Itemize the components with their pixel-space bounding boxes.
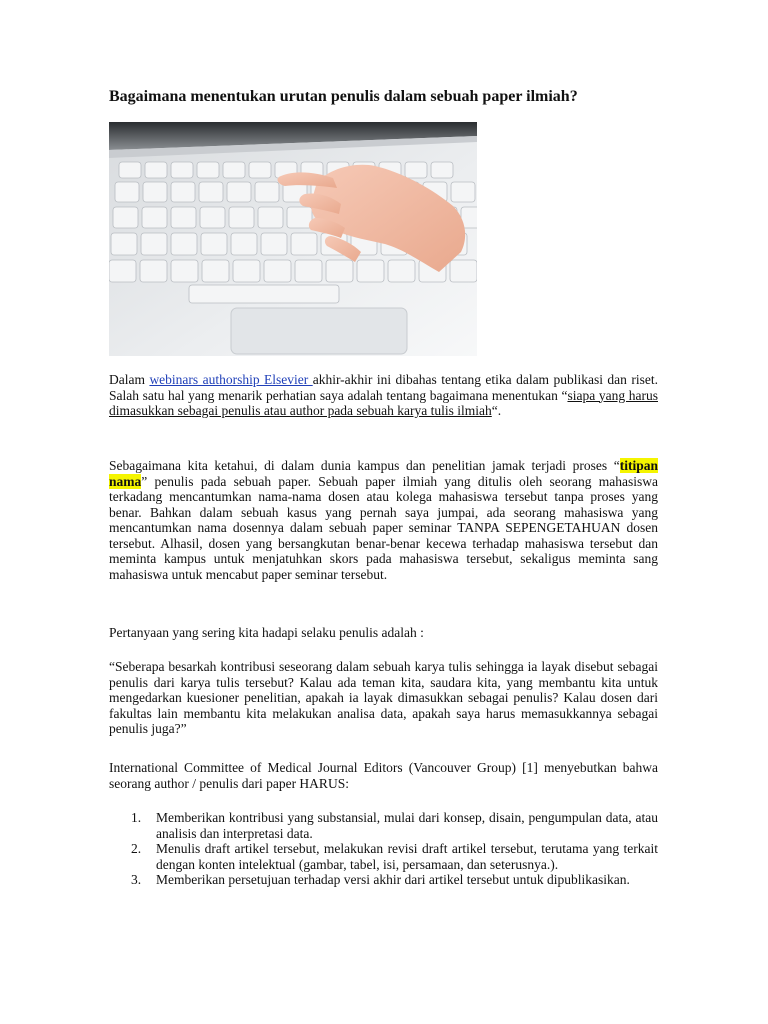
keyboard-key — [388, 260, 415, 282]
list-item-text: Menulis draft artikel tersebut, melakukan revisi draft artikel tersebut, terutama yang terkait dengan konten intelektual (gambar, tabel, isi, persamaan, dan seterusnya.). — [156, 841, 658, 872]
paragraph-question-intro: Pertanyaan yang sering kita hadapi selaku penulis adalah : — [109, 625, 424, 640]
paragraph-text-continued: ” penulis pada sebuah paper. Sebuah paper ilmiah yang ditulis oleh seorang mahasiswa terkadang mencantumkan nama-nama dosen atau kolega mahasiswa tersebut tanpa proses yang benar. Bahkan dalam sebuah kasus yang pernah saya jumpai, ada seorang mahasiswa yang mencantumkan nama dosennya dalam sebuah paper seminar TANPA SEPENGETAHUAN dosen tersebut. Alhasil, dosen yang bersangkutan benar-benar kecewa terhadap mahasiswa tersebut dan meminta kampus untuk menjatuhkan skors pada mahasiswa tersebut, sekaligus meminta sang mahasiswa untuk mencabut paper seminar tersebut. — [109, 473, 658, 582]
page-title: Bagaimana menentukan urutan penulis dalam sebuah paper ilmiah? — [109, 88, 578, 105]
keyboard-key — [295, 260, 322, 282]
keyboard-key — [119, 162, 141, 178]
keyboard-key — [451, 182, 475, 202]
paragraph-icmje: International Committee of Medical Journal Editors (Vancouver Group) [1] menyebutkan bahwa seorang author / penulis dari paper HARUS: — [109, 760, 658, 791]
highlighted-term: titipan nama — [109, 458, 658, 489]
keyboard-spacebar — [189, 285, 339, 303]
intro-text-continued: akhir-akhir ini dibahas tentang etika dalam publikasi dan riset. Salah satu hal yang menarik perhatian saya adalah tentang bagaimana menentukan “ — [109, 372, 658, 403]
keyboard-key — [141, 233, 167, 255]
laptop-keyboard-hand-photo — [109, 122, 477, 356]
keyboard-key — [233, 260, 260, 282]
keyboard-key — [109, 260, 136, 282]
keyboard-key — [143, 182, 167, 202]
keyboard-key — [405, 162, 427, 178]
paragraph-quote: “Seberapa besarkah kontribusi seseorang dalam sebuah karya tulis sehingga ia layak disebut sebagai penulis dari karya tulis tersebut? Kalau ada teman kita, saudara kita, yang membantu kita untuk mengedarkan kuesioner penelitian, apakah ia layak dimasukkan sebagai penulis? Kalau dosen dari fakultas lain membantu kita melakukan analisa data, apakah saya harus memasukkannya sebagai penulis juga?” — [109, 659, 658, 736]
keyboard-key — [287, 207, 312, 228]
paragraph-intro — [109, 372, 658, 419]
keyboard-key — [145, 162, 167, 178]
author-criteria-list — [109, 810, 658, 888]
keyboard-key — [200, 207, 225, 228]
intro-text-end: “. — [491, 403, 502, 418]
keyboard-key — [258, 207, 283, 228]
keyboard-key — [326, 260, 353, 282]
keyboard-key — [291, 233, 317, 255]
list-number: 2. — [131, 841, 142, 856]
keyboard-key — [223, 162, 245, 178]
paragraph-titipan-nama — [109, 458, 658, 582]
keyboard-key — [202, 260, 229, 282]
keyboard-key — [111, 233, 137, 255]
list-item-text: Memberikan kontribusi yang substansial, mulai dari konsep, disain, pengumpulan data, atau analisis dan interpretasi data. — [156, 810, 658, 841]
keyboard-key — [140, 260, 167, 282]
keyboard-key — [171, 260, 198, 282]
keyboard-key — [450, 260, 477, 282]
keyboard-key — [227, 182, 251, 202]
keyboard-key — [115, 182, 139, 202]
keyboard-key — [357, 260, 384, 282]
keyboard-key — [261, 233, 287, 255]
keyboard-key — [171, 233, 197, 255]
list-item — [109, 841, 658, 872]
keyboard-key — [201, 233, 227, 255]
list-item — [109, 872, 658, 888]
keyboard-key — [197, 162, 219, 178]
keyboard-key — [171, 207, 196, 228]
keyboard-key — [171, 182, 195, 202]
keyboard-key — [113, 207, 138, 228]
list-number: 3. — [131, 872, 142, 887]
list-item-text: Memberikan persetujuan terhadap versi akhir dari artikel tersebut untuk dipublikasikan. — [156, 872, 630, 887]
keyboard-key — [231, 233, 257, 255]
keyboard-key — [199, 182, 223, 202]
list-number: 1. — [131, 810, 142, 825]
webinars-authorship-elsevier-link[interactable]: webinars authorship Elsevier — [149, 372, 313, 387]
keyboard-key — [255, 182, 279, 202]
keyboard-key — [229, 207, 254, 228]
keyboard-key — [142, 207, 167, 228]
keyboard-key — [249, 162, 271, 178]
underlined-question: siapa yang harus dimasukkan sebagai penulis atau author pada sebuah karya tulis ilmiah — [109, 387, 658, 418]
keyboard-key — [431, 162, 453, 178]
keyboard-key — [171, 162, 193, 178]
list-item — [109, 810, 658, 841]
keyboard-key — [264, 260, 291, 282]
intro-text: Dalam — [109, 372, 150, 387]
paragraph-text: Sebagaimana kita ketahui, di dalam dunia kampus dan penelitian jamak terjadi proses “ — [109, 458, 620, 473]
